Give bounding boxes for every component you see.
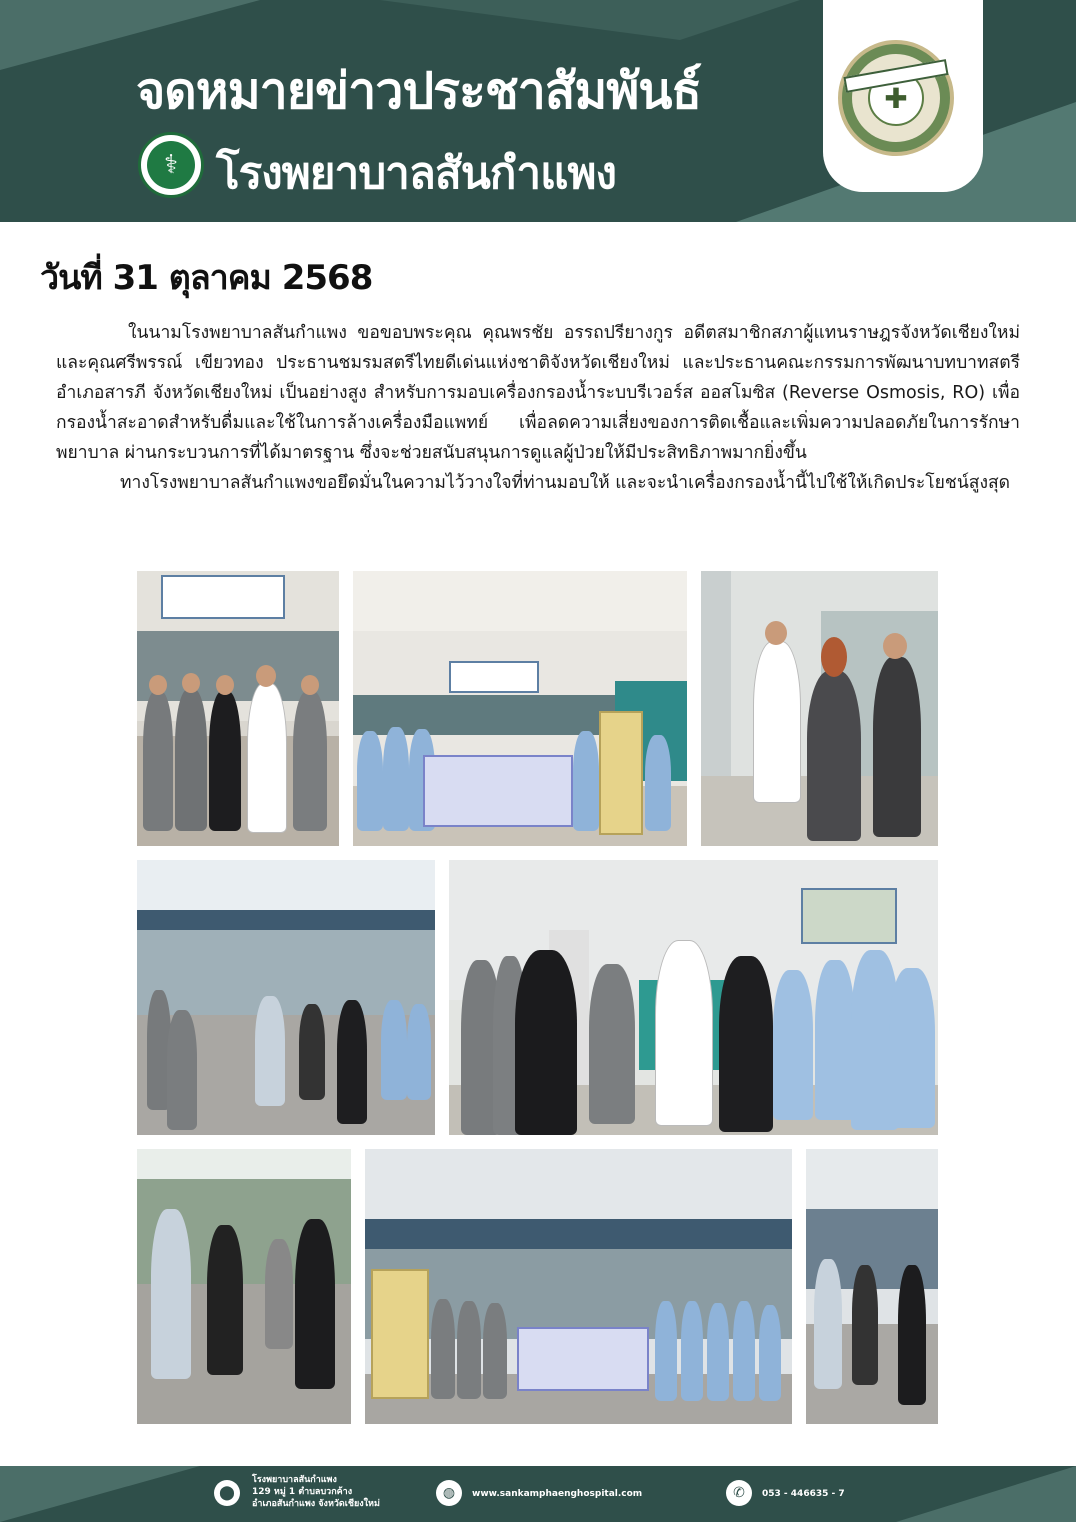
hospital-emblem-icon: ✚ [868, 70, 924, 126]
map-pin-icon: ⬤ [214, 1480, 240, 1506]
photo-5-group-with-ro-machine [449, 860, 938, 1135]
news-body [56, 318, 1020, 498]
caduceus-icon: ⚕ [147, 141, 195, 189]
news-date: วันที่ 31 ตุลาคม 2568 [40, 258, 373, 298]
photo-6-walking-outside [137, 1149, 351, 1424]
photo-2-group-with-banner [353, 571, 687, 846]
footer-website[interactable]: www.sankamphaenghospital.com [472, 1489, 643, 1499]
phone-icon: ✆ [726, 1480, 752, 1506]
paragraph-thanks: ในนามโรงพยาบาลสันกำแพง ขอขอบพระคุณ คุณพรชัย อรรถปรียางกูร อดีตสมาชิกสภาผู้แทนราษฎรจังหวัดเชียงใหม่ และคุณศรีพรรณ์ เขียวทอง ประธานชมรมสตรีไทยดีเด่นแห่งชาติจังหวัดเชียงใหม่ และประธานคณะกรรมการพัฒนาบทบาทสตรี อำเภอสารภี จังหวัดเชียงใหม่ เป็นอย่างสูง สำหรับการมอบเครื่องกรองน้ำระบบรีเวอร์ส ออสโมซิส (Reverse Osmosis, RO) เพื่อกรองน้ำสะอาดสำหรับดื่มและใช้ในการล้างเครื่องมือแพทย์ เพื่อลดความเสี่ยงของการติดเชื้อและเพิ่มความปลอดภัยในการรักษาพยาบาล ผ่านกระบวนการที่ได้มาตรฐาน ซึ่งจะช่วยสนับสนุนการดูแลผู้ป่วยให้มีประสิทธิภาพมากยิ่งขึ้น [56, 323, 1020, 463]
photo-4-outside-building [137, 860, 435, 1135]
header-banner [0, 0, 1076, 222]
globe-icon: ◍ [436, 1480, 462, 1506]
footer-address: โรงพยาบาลสันกำแพง 129 หมู่ 1 ตำบลบวกค้าง อำเภอสันกำแพง จังหวัดเชียงใหม่ [252, 1475, 380, 1509]
photo-3-handshake [701, 571, 938, 846]
footer-phone[interactable]: 053 - 446635 - 7 [762, 1489, 845, 1499]
moph-logo-icon [138, 132, 204, 198]
newsletter-title: จดหมายข่าวประชาสัมพันธ์ [136, 62, 701, 120]
photo-7-group-outside-ro-room [365, 1149, 792, 1424]
footer-decoration [896, 1466, 1076, 1522]
header-decoration [380, 0, 800, 40]
hospital-seal-icon [838, 40, 954, 156]
hospital-name: โรงพยาบาลสันกำแพง [216, 148, 616, 199]
photo-1-group-at-entrance [137, 571, 339, 846]
footer-bar [0, 1466, 1076, 1522]
paragraph-commitment: ทางโรงพยาบาลสันกำแพงขอยึดมั่นในความไว้วางใจที่ท่านมอบให้ และจะนำเครื่องกรองน้ำนี้ไปใช้ให้เกิดประโยชน์สูงสุด [120, 473, 1011, 493]
photo-8-outside-building-small [806, 1149, 938, 1424]
footer-decoration [0, 1466, 200, 1522]
